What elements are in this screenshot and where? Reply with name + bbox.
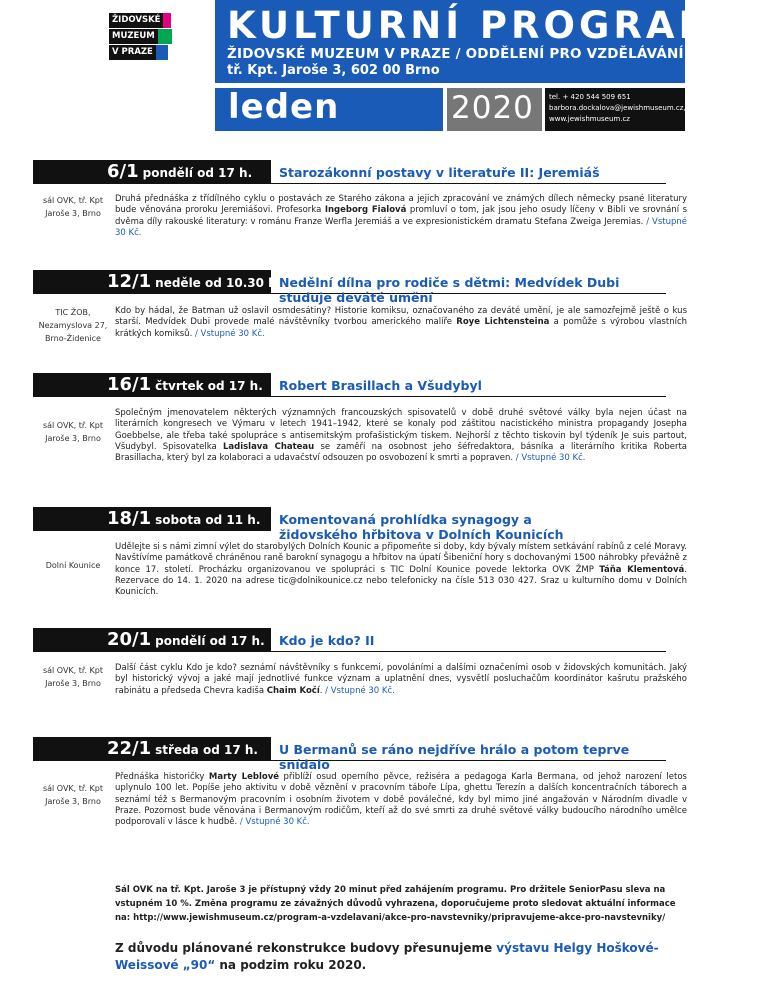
header [0, 0, 775, 135]
year-label: 2020 [451, 90, 534, 126]
event-desc-text: Udělejte si s námi zimní výlet do starobylých Dolních Kounic a připomeňte si doby, kdy bývaly místem setkávání rabínů z celé Moravy. Navštívíme památkově chráněnou raně barokní synagogu a hřbitov na úpatí Šibeniční hory s dochovanými 1500 náhrobky převážně z konce 17. století. Procházku organizovanou ve spolupráci s TIC Dolní Kounice povede lektorka OVK ŽMP [115, 542, 687, 575]
event-price: / Vstupné 30 Kč. [115, 216, 687, 238]
event-description [115, 542, 687, 598]
event-place: sál OVK, tř. Kpt Jaroše 3, Brno [42, 421, 104, 443]
event-price: / Vstupné 30 Kč. [239, 817, 310, 828]
footer-note: Sál OVK na tř. Kpt. Jaroše 3 je přístupný vždy 20 minut před zahájením programu. Pro držitele SeniorPasu sleva na vstupném 10 %. Změna programu ze závažných důvodů vyhrazena, doporučujeme proto sledovat aktuální informace na: http://www.jewishmuseum.cz/program-a-vzdelavani/akce-pro-navstevniky/pripravujeme-akce-pro-navstevniky/ [115, 885, 676, 923]
event-desc-text: přiblíží osud operního pěvce, režiséra a pedagoga Karla Bermana, od jehož narození letos uplynulo 100 let. Popíše jeho aktivitu v době věznění v pracovním táboře Lípa, ghettu Terezín a dalších koncentračních táborech a seznámí též s Bermanovým pracovním i osobním životem v době poválečné, kdy byl mimo jiné angažován v Národním divadle v Praze. Pozornost bude věnována i Bermanovým rodičům, kteří až do své smrti za druhé světové války budoucího národního umělce podporovali v lásce k hudbě. [115, 772, 687, 828]
event-desc-bold: Roye Lichtensteina [456, 317, 550, 328]
event-date [107, 160, 252, 184]
logo-line-3: V PRAZE [109, 45, 156, 60]
event-title-wrap [271, 160, 666, 184]
event-place: sál OVK, tř. Kpt Jaroše 3, Brno [42, 784, 104, 806]
year-box [447, 88, 542, 131]
event-title: U Bermanů se ráno nejdříve hrálo a potom teprve snídalo [279, 742, 630, 772]
logo-line-1: ŽIDOVSKÉ [109, 13, 163, 28]
event-date [107, 737, 258, 761]
logo-stripe-magenta [163, 13, 171, 28]
event-dayname: pondělí od 17 h. [155, 634, 265, 648]
header-banner [215, 0, 775, 83]
event-dayname: pondělí od 17 h. [142, 166, 253, 180]
contact-box [545, 88, 685, 131]
announcement-text: na podzim roku 2020. [215, 958, 367, 972]
event-desc-text: . Rezervace do 14. 1. 2020 na adrese tic@dolnikounice.cz nebo telefonicky na čísle 513 030 427. Sraz u kulturního domu v Dolních Kounicích. [115, 564, 687, 598]
event-price: / Vstupné 30 Kč. [515, 453, 586, 464]
event-day: 16/1 [107, 374, 152, 395]
event-desc-bold: Táňa Klementová [599, 564, 685, 575]
event-desc-bold: Ladislava Chateau [222, 441, 315, 452]
event-place: sál OVK, tř. Kpt Jaroše 3, Brno [42, 196, 104, 218]
event-title-wrap [271, 270, 666, 305]
event-title-wrap [271, 507, 666, 542]
event-place: sál OVK, tř. Kpt Jaroše 3, Brno [42, 666, 104, 688]
event-desc-text: a pomůže s výrobou vlastních krátkých komiksů. [115, 317, 688, 339]
event-price: / Vstupné 30 Kč. [325, 685, 395, 696]
event-desc-bold: Chaim Kočí [266, 685, 320, 696]
event-price: / Vstupné 30 Kč. [194, 328, 265, 339]
event-desc-text: promluví o tom, jak jsou jeho osudy líčeny v Bibli ve srovnání s dvěma díly rakouské literatury: v románu Franze Werfla Jeremiáš a ve expresionistickém dramatu Stefana Zweiga Jeremias. [115, 205, 688, 227]
logo-stripe-green [158, 29, 172, 44]
event-description [115, 306, 687, 340]
event-desc-text: Přednáška historičky [115, 772, 209, 782]
event-title: Starozákonní postavy v literatuře II: Jeremiáš [279, 165, 600, 180]
event-desc-text: Druhá přednáška z třídílného cyklu o postavách ze Starého zákona a jejich zpracování ve známých dílech německy psané literatury bude věnována proroku Jeremiášovi. Profesorka [115, 194, 687, 216]
event-dayname: čtvrtek od 17 h. [155, 379, 263, 393]
event-date [107, 628, 265, 652]
event-date [107, 270, 281, 294]
event-description [115, 408, 687, 464]
contact-web[interactable]: www.jewishmuseum.cz [549, 115, 630, 123]
announcement-text: Z důvodu plánované rekonstrukce budovy přesunujeme [115, 941, 497, 955]
page-title: KULTURNÍ PROGRAM [227, 4, 720, 47]
event-dayname: středa od 17 h. [155, 743, 258, 757]
event-date [107, 507, 260, 531]
event-title: Komentovaná prohlídka synagogy a židovského hřbitova v Dolních Kounicích [279, 512, 564, 542]
event-desc-text: Další část cyklu Kdo je kdo? seznámí návštěvníky s funkcemi, povoláními a dalšími označeními osob v židovských komunitách. Jaký byl historický vývoj a jaké mají jednotlivé funkce význam a uplatnění dnes, vysvětlí posluchačům koordinátor kašrutu pražského rabinátu a předseda Chevra kadiša [115, 663, 687, 696]
museum-logo [109, 13, 179, 59]
announcement-highlight: výstavu Helgy Hoškové-Weissové „90“ [115, 941, 659, 972]
event-title-wrap [271, 628, 666, 652]
contact-phone: tel. + 420 544 509 651 [549, 93, 631, 101]
event-title-wrap [271, 737, 666, 772]
footer-announcement [115, 940, 687, 974]
event-date [107, 373, 263, 397]
event-dayname: sobota od 11 h. [155, 513, 261, 527]
event-day: 22/1 [107, 738, 152, 759]
event-desc-text: Kdo by hádal, že Batman už oslavil osmdesátiny? Historie komiksu, označovaného za deváté umění, je ale samozřejmě ještě o kus starší. Medvídek Dubi provede malé návštěvníky tvorbou amerického malíře [115, 306, 687, 328]
event-desc-bold: Ingeborg Fialová [324, 205, 407, 216]
event-desc-text: se zaměří na osobnost jeho šéfredaktora, básníka a literárního kritika Roberta Brasillacha, který byl za kolaboraci a udavačství odsouzen po osvobození k smrti a popraven. [115, 441, 687, 464]
event-title: Nedělní dílna pro rodiče s dětmi: Medvídek Dubi studuje deváté umění [279, 275, 620, 305]
event-desc-bold: Marty Leblové [208, 772, 280, 782]
event-description [115, 772, 687, 828]
event-description [115, 194, 687, 239]
event-desc-text: Společným jmenovatelem některých významných francouzských spisovatelů v době druhé světové války byla nejen účast na literárních kongresech ve Výmaru v letech 1941–1942, které se konaly pod záštitou nacistického ministra propagandy Josepha Goebbelse, ale třeba také spolupráce s antisemitským profašistickým tiskem. Nejhorší z těchto tiskovin byl týdeník Je suis partout, Všudybyl. Spisovatelka [115, 408, 687, 452]
event-title: Kdo je kdo? II [279, 633, 375, 648]
event-place: Dolní Kounice [45, 561, 101, 570]
month-label: leden [228, 87, 340, 127]
event-title-wrap [271, 373, 666, 397]
event-day: 12/1 [107, 271, 152, 292]
logo-stripe-blue [156, 45, 168, 60]
event-title: Robert Brasillach a Všudybyl [279, 378, 482, 393]
event-day: 20/1 [107, 629, 152, 650]
logo-line-2: MUZEUM [109, 29, 158, 44]
event-day: 18/1 [107, 508, 152, 529]
event-description [115, 663, 687, 697]
event-day: 6/1 [107, 161, 139, 182]
month-box [215, 88, 443, 131]
event-desc-text: . [319, 685, 326, 696]
event-place: TIC ŽOB, Nezamyslova 27, Brno-Židenice [38, 308, 108, 343]
page-subtitle: ŽIDOVSKÉ MUZEUM V PRAZE / ODDĚLENÍ PRO VZDĚLÁVÁNÍ A KULTURU [227, 46, 775, 62]
event-dayname: neděle od 10.30 h. [155, 276, 282, 290]
contact-email[interactable]: barbora.dockalova@jewishmuseum.cz, [549, 104, 686, 112]
museum-address: tř. Kpt. Jaroše 3, 602 00 Brno [227, 63, 440, 78]
